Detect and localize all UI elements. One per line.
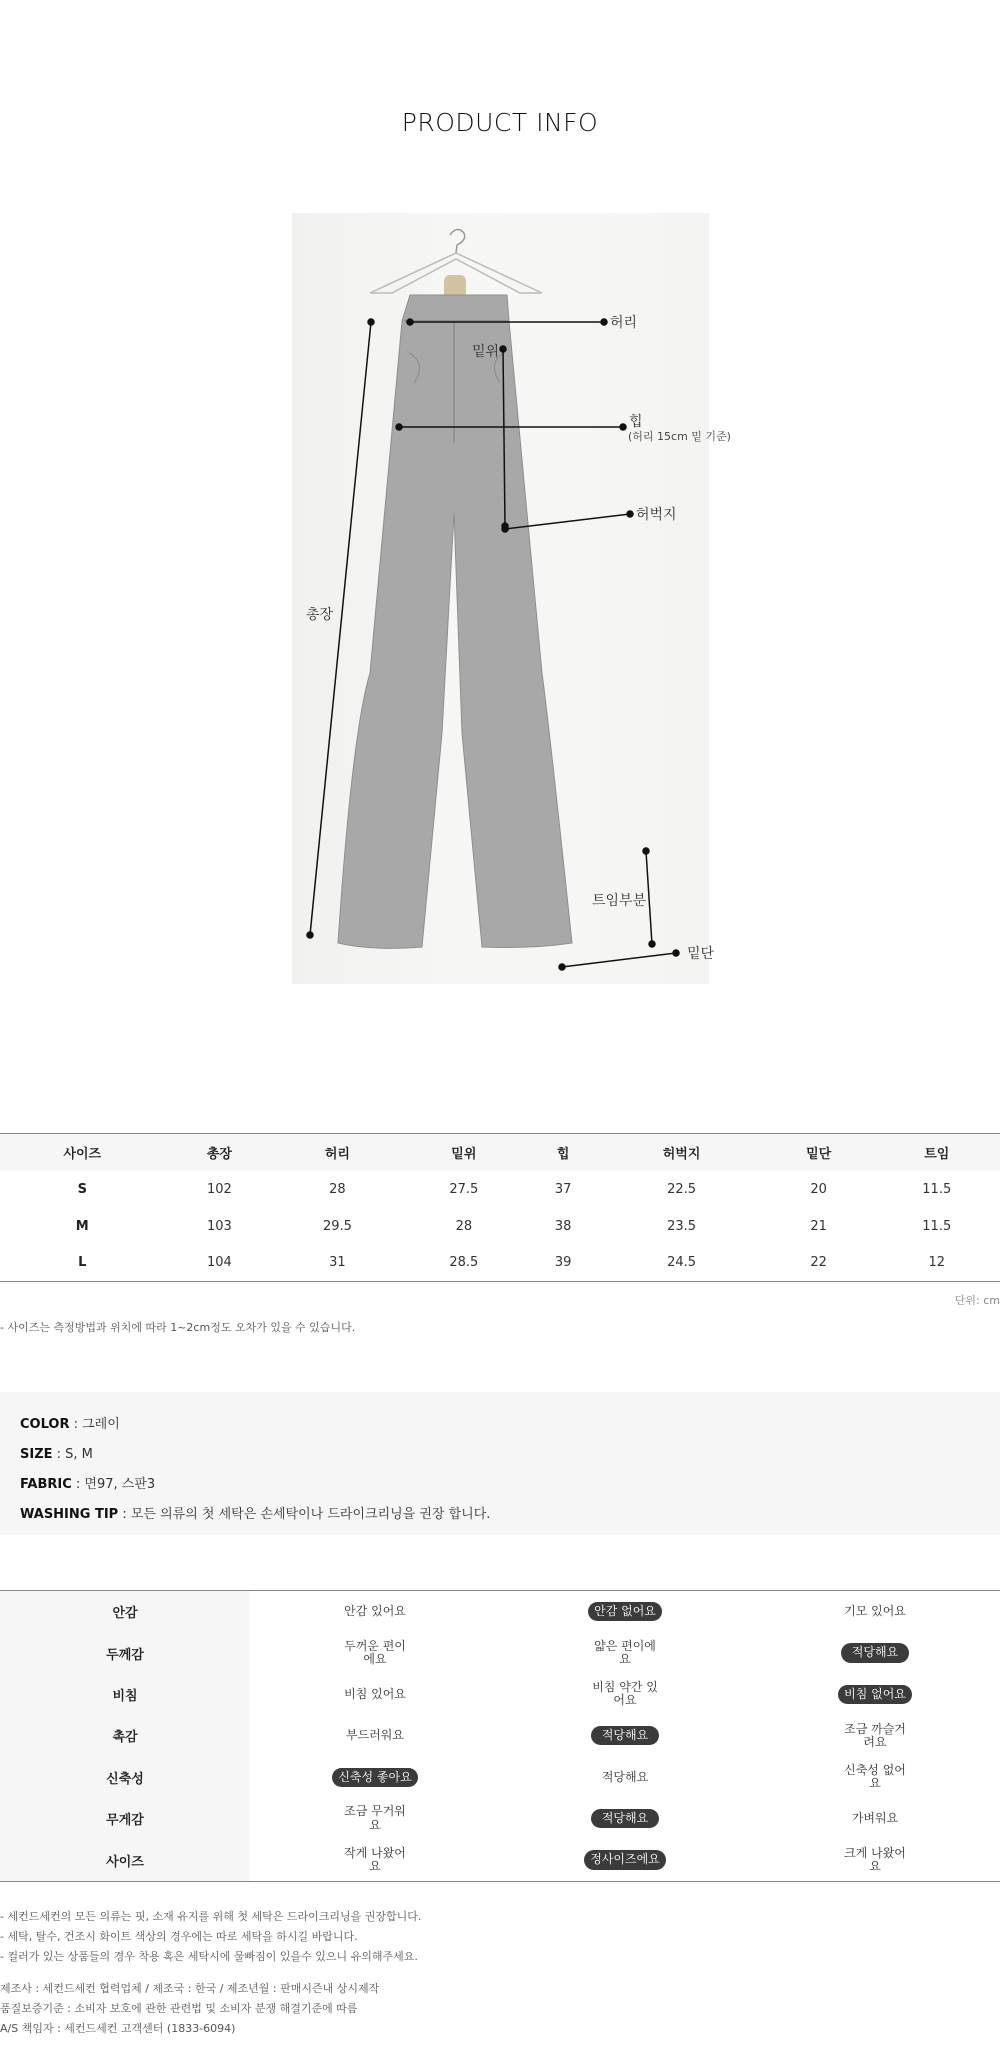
table-cell: 11.5 (922, 1218, 952, 1234)
feature-row (0, 1839, 1000, 1880)
col-rise: 밑위 (401, 1134, 527, 1171)
table-cell: 104 (206, 1255, 232, 1271)
col-thigh: 허벅지 (599, 1134, 764, 1171)
table-cell: 103 (206, 1218, 232, 1234)
feature-row (0, 1674, 1000, 1715)
table-row (0, 1245, 1000, 1282)
feature-row (0, 1798, 1000, 1839)
table-cell: 22 (810, 1255, 827, 1271)
label-hip: 힙 (629, 414, 643, 430)
label-waist: 허리 (610, 315, 638, 331)
feature-option-cell (750, 1632, 1000, 1673)
feature-option-cell (500, 1674, 750, 1715)
feature-option-selected: 신축성 좋아요 (332, 1768, 417, 1787)
care-note: - 컬러가 있는 상품들의 경우 착용 혹은 세탁시에 물빠짐이 있을수 있으니 유의해주세요. (0, 1950, 418, 1963)
feature-option: 조금 까슬거려요 (844, 1721, 906, 1749)
feature-option-cell (250, 1632, 500, 1673)
feature-option-cell (250, 1798, 500, 1839)
label-hip-note: (허리 15cm 밑 기준) (628, 430, 731, 443)
care-note: - 세탁, 탈수, 건조시 화이트 색상의 경우에는 따로 세탁을 하시길 바랍니다. (0, 1930, 358, 1943)
table-cell: M (75, 1218, 89, 1234)
table-cell: 11.5 (922, 1181, 952, 1197)
info-washing: WASHING TIP : 모든 의류의 첫 세탁은 손세탁이나 드라이크리닝을 권장 합니다. (20, 1507, 491, 1522)
notes (0, 1907, 421, 2039)
col-waist: 허리 (274, 1134, 400, 1171)
table-cell: S (77, 1181, 87, 1197)
table-cell: 39 (554, 1255, 572, 1271)
feature-option-cell (500, 1798, 750, 1839)
feature-option-cell (500, 1757, 750, 1798)
hanger-icon (370, 229, 542, 301)
feature-option-cell (250, 1757, 500, 1798)
label-hem: 밑단 (687, 946, 715, 962)
col-length: 총장 (165, 1134, 275, 1171)
col-hem: 밑단 (764, 1134, 874, 1171)
feature-option: 부드러워요 (346, 1728, 404, 1743)
feature-option: 얇은 편이에요 (594, 1638, 656, 1667)
feature-option-selected: 적당해요 (591, 1726, 659, 1745)
feature-option-cell (250, 1715, 500, 1756)
product-info-box (0, 1392, 1000, 1535)
feature-option-cell (750, 1839, 1000, 1880)
label-slit: 트임부분 (592, 893, 647, 909)
feature-option-cell (750, 1591, 1000, 1632)
legal-note: 제조사 : 세컨드세컨 협력업체 / 제조국 : 한국 / 제조년월 : 판매시즌내 상시제작 (0, 1982, 380, 1995)
feature-option-cell (250, 1674, 500, 1715)
table-row (0, 1171, 1000, 1208)
feature-label: 안감 (0, 1591, 250, 1632)
feature-option-cell (500, 1632, 750, 1673)
feature-label: 사이즈 (0, 1839, 250, 1880)
table-cell: 29.5 (322, 1218, 352, 1234)
feature-row (0, 1591, 1000, 1632)
feature-option: 기모 있어요 (844, 1604, 906, 1619)
feature-option: 작게 나왔어요 (344, 1845, 406, 1874)
feature-option-selected: 비침 없어요 (838, 1685, 912, 1704)
care-note: - 세컨드세컨의 모든 의류는 핏, 소재 유지를 위해 첫 세탁은 드라이크리닝을 권장합니다. (0, 1910, 422, 1923)
table-cell: L (78, 1255, 87, 1271)
feature-row (0, 1632, 1000, 1673)
feature-option-cell (750, 1715, 1000, 1756)
table-cell: 28 (455, 1218, 473, 1234)
feature-row (0, 1757, 1000, 1798)
table-cell: 23.5 (667, 1218, 697, 1234)
feature-option-selected: 정사이즈에요 (584, 1850, 666, 1869)
feature-label: 신축성 (0, 1757, 250, 1798)
feature-option-cell (250, 1591, 500, 1632)
legal-note: 품질보증기준 : 소비자 보호에 관한 관련법 및 소비자 분쟁 해결기준에 따름 (0, 2002, 358, 2015)
feature-option-selected: 적당해요 (591, 1809, 659, 1828)
feature-label: 두께감 (0, 1632, 250, 1673)
feature-row (0, 1715, 1000, 1756)
table-cell: 38 (554, 1218, 572, 1234)
table-cell: 27.5 (449, 1181, 479, 1197)
feature-option: 크게 나왔어요 (844, 1845, 906, 1874)
feature-option-cell (750, 1757, 1000, 1798)
info-fabric: FABRIC : 면97, 스판3 (20, 1477, 156, 1492)
size-note: - 사이즈는 측정방법과 위치에 따라 1~2cm정도 오차가 있을 수 있습니다. (0, 1321, 356, 1334)
page-title: PRODUCT INFO (401, 108, 599, 137)
info-color: COLOR : 그레이 (20, 1417, 120, 1432)
table-cell: 12 (928, 1255, 946, 1271)
feature-option-cell (250, 1839, 500, 1880)
feature-option: 적당해요 (601, 1769, 649, 1784)
col-hip: 힙 (527, 1134, 599, 1171)
feature-option-cell (500, 1839, 750, 1880)
feature-label: 비침 (0, 1674, 250, 1715)
feature-table (0, 1590, 1000, 1882)
table-cell: 31 (329, 1255, 346, 1271)
table-cell: 37 (554, 1181, 572, 1197)
feature-option-selected: 안감 없어요 (588, 1602, 662, 1621)
measurement-diagram (292, 213, 762, 984)
feature-option: 비침 있어요 (344, 1686, 406, 1701)
legal-note: A/S 책임자 : 세컨드세컨 고객센터 (1833-6094) (0, 2022, 236, 2035)
jeans-shape (338, 295, 572, 948)
table-cell: 28 (329, 1181, 346, 1197)
feature-option-cell (500, 1591, 750, 1632)
size-table (0, 1133, 1000, 1282)
feature-option-cell (500, 1715, 750, 1756)
label-rise: 밑위 (472, 344, 500, 360)
feature-option: 조금 무거워요 (344, 1804, 406, 1832)
size-table-header (0, 1134, 1000, 1171)
feature-label: 촉감 (0, 1715, 250, 1756)
unit-label: 단위: cm (954, 1294, 1000, 1307)
feature-label: 무게감 (0, 1798, 250, 1839)
table-cell: 24.5 (667, 1255, 697, 1271)
feature-option-cell (750, 1798, 1000, 1839)
label-length: 총장 (306, 607, 334, 623)
col-size: 사이즈 (0, 1134, 165, 1171)
table-cell: 20 (810, 1181, 827, 1197)
table-cell: 102 (206, 1181, 232, 1197)
feature-option-cell (750, 1674, 1000, 1715)
feature-option: 안감 있어요 (344, 1604, 406, 1619)
table-cell: 21 (810, 1218, 827, 1234)
col-slit: 트임 (874, 1134, 1000, 1171)
label-thigh: 허벅지 (636, 507, 677, 523)
info-size: SIZE : S, M (20, 1447, 93, 1462)
table-cell: 28.5 (449, 1255, 479, 1271)
feature-option: 가벼워요 (851, 1811, 899, 1826)
table-cell: 22.5 (667, 1181, 697, 1197)
feature-option-selected: 적당해요 (841, 1643, 909, 1662)
feature-option: 비침 약간 있어요 (592, 1680, 658, 1708)
table-row (0, 1208, 1000, 1245)
feature-option: 신축성 없어요 (844, 1763, 906, 1791)
feature-option: 두꺼운 편이에요 (344, 1638, 406, 1667)
